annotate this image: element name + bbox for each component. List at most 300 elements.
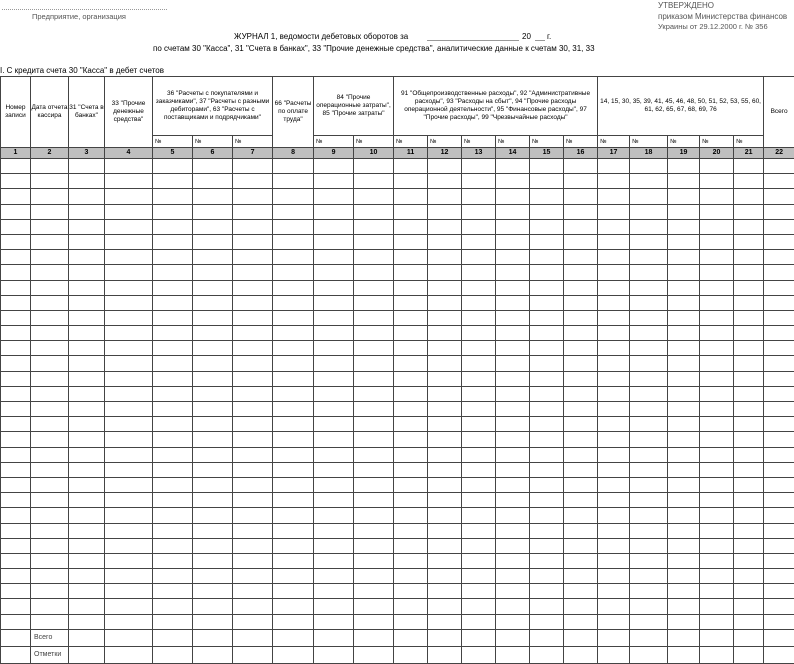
entry-cell[interactable] [233, 341, 273, 356]
entry-cell[interactable] [394, 553, 428, 568]
entry-cell[interactable] [734, 447, 764, 462]
entry-cell[interactable] [668, 402, 700, 417]
entry-cell[interactable] [314, 250, 354, 265]
entry-cell[interactable] [314, 477, 354, 492]
entry-cell[interactable] [496, 584, 530, 599]
entry-cell[interactable] [598, 265, 630, 280]
entry-cell[interactable] [69, 356, 105, 371]
entry-cell[interactable] [700, 432, 734, 447]
entry-cell[interactable] [598, 310, 630, 325]
entry-cell[interactable] [462, 204, 496, 219]
no-cell[interactable]: № [700, 136, 734, 148]
entry-cell[interactable] [668, 174, 700, 189]
entry-cell[interactable] [428, 159, 462, 174]
entry-cell[interactable] [564, 553, 598, 568]
entry-cell[interactable] [428, 371, 462, 386]
entry-cell[interactable] [1, 326, 31, 341]
entry-cell[interactable] [354, 371, 394, 386]
entry-cell[interactable] [530, 250, 564, 265]
entry-cell[interactable] [598, 219, 630, 234]
entry-cell[interactable] [394, 265, 428, 280]
entry-cell[interactable] [1, 356, 31, 371]
entry-cell[interactable] [233, 508, 273, 523]
entry-cell[interactable] [105, 310, 153, 325]
entry-cell[interactable] [233, 432, 273, 447]
entry-cell[interactable] [69, 386, 105, 401]
entry-cell[interactable] [354, 234, 394, 249]
entry-cell[interactable] [273, 402, 314, 417]
entry-cell[interactable] [394, 174, 428, 189]
entry-cell[interactable] [764, 280, 794, 295]
entry-cell[interactable] [668, 538, 700, 553]
entry-cell[interactable] [394, 402, 428, 417]
entry-cell[interactable] [354, 417, 394, 432]
entry-cell[interactable] [394, 310, 428, 325]
entry-cell[interactable] [630, 569, 668, 584]
entry-cell[interactable] [428, 477, 462, 492]
entry-cell[interactable] [764, 219, 794, 234]
entry-cell[interactable] [394, 356, 428, 371]
entry-cell[interactable] [764, 508, 794, 523]
entry-cell[interactable] [630, 432, 668, 447]
entry-cell[interactable] [700, 402, 734, 417]
entry-cell[interactable] [564, 386, 598, 401]
entry-cell[interactable] [314, 371, 354, 386]
entry-cell[interactable] [354, 386, 394, 401]
entry-cell[interactable] [700, 234, 734, 249]
entry-cell[interactable] [764, 250, 794, 265]
entry-cell[interactable] [354, 402, 394, 417]
entry-cell[interactable] [153, 614, 193, 629]
entry-cell[interactable] [105, 493, 153, 508]
entry-cell[interactable] [105, 614, 153, 629]
entry-cell[interactable] [273, 280, 314, 295]
entry-cell[interactable] [496, 250, 530, 265]
entry-cell[interactable] [564, 189, 598, 204]
entry-cell[interactable] [31, 584, 69, 599]
entry-cell[interactable] [462, 371, 496, 386]
entry-cell[interactable] [193, 569, 233, 584]
entry-cell[interactable] [314, 538, 354, 553]
entry-cell[interactable] [496, 402, 530, 417]
entry-cell[interactable] [630, 477, 668, 492]
entry-cell[interactable] [734, 234, 764, 249]
entry-cell[interactable] [69, 432, 105, 447]
entry-cell[interactable] [314, 189, 354, 204]
entry-cell[interactable] [31, 174, 69, 189]
entry-cell[interactable] [530, 280, 564, 295]
entry-cell[interactable] [233, 310, 273, 325]
entry-cell[interactable] [273, 174, 314, 189]
entry-cell[interactable] [69, 462, 105, 477]
entry-cell[interactable] [462, 265, 496, 280]
entry-cell[interactable] [233, 447, 273, 462]
no-cell[interactable]: № [734, 136, 764, 148]
entry-cell[interactable] [273, 189, 314, 204]
entry-cell[interactable] [630, 250, 668, 265]
entry-cell[interactable] [394, 326, 428, 341]
period-field[interactable] [427, 40, 519, 41]
entry-cell[interactable] [273, 569, 314, 584]
entry-cell[interactable] [668, 326, 700, 341]
entry-cell[interactable] [496, 432, 530, 447]
entry-cell[interactable] [668, 599, 700, 614]
entry-cell[interactable] [69, 326, 105, 341]
entry-cell[interactable] [394, 189, 428, 204]
entry-cell[interactable] [700, 462, 734, 477]
entry-cell[interactable] [31, 310, 69, 325]
entry-cell[interactable] [273, 326, 314, 341]
entry-cell[interactable] [273, 371, 314, 386]
entry-cell[interactable] [530, 417, 564, 432]
entry-cell[interactable] [598, 508, 630, 523]
entry-cell[interactable] [153, 462, 193, 477]
entry-cell[interactable] [496, 341, 530, 356]
entry-cell[interactable] [764, 371, 794, 386]
entry-cell[interactable] [69, 219, 105, 234]
entry-cell[interactable] [428, 447, 462, 462]
entry-cell[interactable] [630, 538, 668, 553]
entry-cell[interactable] [428, 553, 462, 568]
entry-cell[interactable] [734, 493, 764, 508]
entry-cell[interactable] [734, 538, 764, 553]
entry-cell[interactable] [598, 341, 630, 356]
entry-cell[interactable] [314, 174, 354, 189]
entry-cell[interactable] [233, 402, 273, 417]
entry-cell[interactable] [764, 614, 794, 629]
entry-cell[interactable] [564, 174, 598, 189]
entry-cell[interactable] [314, 402, 354, 417]
entry-cell[interactable] [734, 508, 764, 523]
entry-cell[interactable] [31, 295, 69, 310]
entry-cell[interactable] [428, 219, 462, 234]
entry-cell[interactable] [764, 402, 794, 417]
entry-cell[interactable] [69, 204, 105, 219]
entry-cell[interactable] [598, 553, 630, 568]
entry-cell[interactable] [496, 523, 530, 538]
entry-cell[interactable] [233, 493, 273, 508]
entry-cell[interactable] [734, 341, 764, 356]
entry-cell[interactable] [354, 447, 394, 462]
entry-cell[interactable] [428, 189, 462, 204]
entry-cell[interactable] [428, 523, 462, 538]
entry-cell[interactable] [700, 614, 734, 629]
entry-cell[interactable] [428, 538, 462, 553]
entry-cell[interactable] [428, 234, 462, 249]
entry-cell[interactable] [668, 341, 700, 356]
entry-cell[interactable] [233, 599, 273, 614]
entry-cell[interactable] [273, 432, 314, 447]
entry-cell[interactable] [462, 417, 496, 432]
entry-cell[interactable] [69, 523, 105, 538]
entry-cell[interactable] [153, 189, 193, 204]
entry-cell[interactable] [69, 553, 105, 568]
entry-cell[interactable] [314, 295, 354, 310]
entry-cell[interactable] [273, 584, 314, 599]
entry-cell[interactable] [630, 356, 668, 371]
entry-cell[interactable] [462, 386, 496, 401]
entry-cell[interactable] [69, 295, 105, 310]
entry-cell[interactable] [564, 310, 598, 325]
entry-cell[interactable] [273, 477, 314, 492]
entry-cell[interactable] [105, 280, 153, 295]
entry-cell[interactable] [764, 432, 794, 447]
entry-cell[interactable] [734, 204, 764, 219]
entry-cell[interactable] [394, 234, 428, 249]
no-cell[interactable]: № [394, 136, 428, 148]
entry-cell[interactable] [530, 386, 564, 401]
entry-cell[interactable] [193, 477, 233, 492]
entry-cell[interactable] [530, 569, 564, 584]
entry-cell[interactable] [428, 174, 462, 189]
entry-cell[interactable] [668, 477, 700, 492]
entry-cell[interactable] [700, 523, 734, 538]
entry-cell[interactable] [69, 174, 105, 189]
entry-cell[interactable] [564, 250, 598, 265]
entry-cell[interactable] [668, 386, 700, 401]
entry-cell[interactable] [31, 386, 69, 401]
entry-cell[interactable] [496, 310, 530, 325]
entry-cell[interactable] [394, 477, 428, 492]
entry-cell[interactable] [273, 386, 314, 401]
entry-cell[interactable] [314, 234, 354, 249]
entry-cell[interactable] [69, 234, 105, 249]
entry-cell[interactable] [428, 326, 462, 341]
entry-cell[interactable] [530, 614, 564, 629]
entry-cell[interactable] [105, 234, 153, 249]
entry-cell[interactable] [630, 462, 668, 477]
entry-cell[interactable] [394, 371, 428, 386]
entry-cell[interactable] [700, 553, 734, 568]
entry-cell[interactable] [496, 417, 530, 432]
entry-cell[interactable] [564, 371, 598, 386]
entry-cell[interactable] [496, 538, 530, 553]
entry-cell[interactable] [105, 295, 153, 310]
entry-cell[interactable] [233, 417, 273, 432]
entry-cell[interactable] [394, 599, 428, 614]
entry-cell[interactable] [153, 219, 193, 234]
entry-cell[interactable] [530, 189, 564, 204]
entry-cell[interactable] [153, 310, 193, 325]
entry-cell[interactable] [31, 159, 69, 174]
entry-cell[interactable] [700, 538, 734, 553]
entry-cell[interactable] [462, 159, 496, 174]
entry-cell[interactable] [734, 310, 764, 325]
entry-cell[interactable] [630, 265, 668, 280]
entry-cell[interactable] [428, 204, 462, 219]
entry-cell[interactable] [428, 569, 462, 584]
entry-cell[interactable] [668, 553, 700, 568]
entry-cell[interactable] [668, 584, 700, 599]
entry-cell[interactable] [31, 614, 69, 629]
entry-cell[interactable] [630, 341, 668, 356]
entry-cell[interactable] [273, 614, 314, 629]
entry-cell[interactable] [273, 341, 314, 356]
entry-cell[interactable] [598, 356, 630, 371]
entry-cell[interactable] [394, 386, 428, 401]
entry-cell[interactable] [428, 386, 462, 401]
entry-cell[interactable] [700, 584, 734, 599]
entry-cell[interactable] [233, 538, 273, 553]
entry-cell[interactable] [105, 356, 153, 371]
entry-cell[interactable] [1, 614, 31, 629]
entry-cell[interactable] [233, 265, 273, 280]
entry-cell[interactable] [630, 584, 668, 599]
entry-cell[interactable] [630, 447, 668, 462]
entry-cell[interactable] [564, 234, 598, 249]
entry-cell[interactable] [734, 569, 764, 584]
entry-cell[interactable] [69, 402, 105, 417]
entry-cell[interactable] [69, 310, 105, 325]
entry-cell[interactable] [668, 189, 700, 204]
entry-cell[interactable] [273, 159, 314, 174]
entry-cell[interactable] [31, 189, 69, 204]
entry-cell[interactable] [314, 462, 354, 477]
entry-cell[interactable] [314, 523, 354, 538]
entry-cell[interactable] [734, 432, 764, 447]
entry-cell[interactable] [233, 159, 273, 174]
entry-cell[interactable] [394, 493, 428, 508]
entry-cell[interactable] [273, 462, 314, 477]
entry-cell[interactable] [105, 341, 153, 356]
entry-cell[interactable] [564, 417, 598, 432]
entry-cell[interactable] [668, 432, 700, 447]
entry-cell[interactable] [668, 508, 700, 523]
entry-cell[interactable] [105, 159, 153, 174]
entry-cell[interactable] [630, 386, 668, 401]
entry-cell[interactable] [314, 280, 354, 295]
entry-cell[interactable] [193, 584, 233, 599]
entry-cell[interactable] [598, 295, 630, 310]
entry-cell[interactable] [354, 477, 394, 492]
entry-cell[interactable] [630, 280, 668, 295]
entry-cell[interactable] [734, 417, 764, 432]
entry-cell[interactable] [462, 493, 496, 508]
entry-cell[interactable] [428, 356, 462, 371]
entry-cell[interactable] [564, 432, 598, 447]
entry-cell[interactable] [394, 569, 428, 584]
entry-cell[interactable] [105, 417, 153, 432]
entry-cell[interactable] [354, 204, 394, 219]
entry-cell[interactable] [193, 523, 233, 538]
entry-cell[interactable] [598, 371, 630, 386]
entry-cell[interactable] [734, 584, 764, 599]
entry-cell[interactable] [734, 326, 764, 341]
entry-cell[interactable] [630, 614, 668, 629]
entry-cell[interactable] [630, 295, 668, 310]
entry-cell[interactable] [105, 371, 153, 386]
entry-cell[interactable] [764, 356, 794, 371]
entry-cell[interactable] [764, 341, 794, 356]
entry-cell[interactable] [700, 250, 734, 265]
entry-cell[interactable] [193, 234, 233, 249]
entry-cell[interactable] [105, 219, 153, 234]
entry-cell[interactable] [668, 295, 700, 310]
entry-cell[interactable] [700, 508, 734, 523]
entry-cell[interactable] [105, 447, 153, 462]
entry-cell[interactable] [1, 295, 31, 310]
entry-cell[interactable] [105, 599, 153, 614]
entry-cell[interactable] [428, 417, 462, 432]
entry-cell[interactable] [530, 538, 564, 553]
entry-cell[interactable] [153, 386, 193, 401]
entry-cell[interactable] [31, 204, 69, 219]
entry-cell[interactable] [105, 538, 153, 553]
year-field[interactable] [535, 40, 545, 41]
entry-cell[interactable] [496, 159, 530, 174]
no-cell[interactable]: № [462, 136, 496, 148]
entry-cell[interactable] [428, 508, 462, 523]
entry-cell[interactable] [31, 508, 69, 523]
entry-cell[interactable] [530, 341, 564, 356]
entry-cell[interactable] [314, 493, 354, 508]
entry-cell[interactable] [153, 493, 193, 508]
entry-cell[interactable] [31, 371, 69, 386]
entry-cell[interactable] [668, 310, 700, 325]
entry-cell[interactable] [764, 493, 794, 508]
entry-cell[interactable] [630, 159, 668, 174]
entry-cell[interactable] [273, 204, 314, 219]
entry-cell[interactable] [69, 599, 105, 614]
entry-cell[interactable] [764, 569, 794, 584]
entry-cell[interactable] [314, 553, 354, 568]
entry-cell[interactable] [233, 356, 273, 371]
entry-cell[interactable] [462, 174, 496, 189]
entry-cell[interactable] [233, 386, 273, 401]
entry-cell[interactable] [598, 523, 630, 538]
entry-cell[interactable] [193, 295, 233, 310]
entry-cell[interactable] [700, 341, 734, 356]
entry-cell[interactable] [153, 174, 193, 189]
entry-cell[interactable] [564, 295, 598, 310]
entry-cell[interactable] [233, 584, 273, 599]
entry-cell[interactable] [496, 371, 530, 386]
entry-cell[interactable] [598, 614, 630, 629]
entry-cell[interactable] [105, 569, 153, 584]
entry-cell[interactable] [31, 356, 69, 371]
entry-cell[interactable] [31, 523, 69, 538]
entry-cell[interactable] [734, 280, 764, 295]
entry-cell[interactable] [700, 417, 734, 432]
entry-cell[interactable] [668, 614, 700, 629]
entry-cell[interactable] [598, 402, 630, 417]
entry-cell[interactable] [734, 159, 764, 174]
entry-cell[interactable] [496, 599, 530, 614]
entry-cell[interactable] [273, 447, 314, 462]
entry-cell[interactable] [273, 310, 314, 325]
entry-cell[interactable] [394, 204, 428, 219]
entry-cell[interactable] [764, 174, 794, 189]
entry-cell[interactable] [153, 477, 193, 492]
entry-cell[interactable] [233, 553, 273, 568]
entry-cell[interactable] [105, 326, 153, 341]
entry-cell[interactable] [69, 265, 105, 280]
entry-cell[interactable] [1, 159, 31, 174]
entry-cell[interactable] [153, 553, 193, 568]
entry-cell[interactable] [598, 386, 630, 401]
entry-cell[interactable] [462, 280, 496, 295]
entry-cell[interactable] [394, 219, 428, 234]
entry-cell[interactable] [598, 599, 630, 614]
entry-cell[interactable] [354, 295, 394, 310]
entry-cell[interactable] [700, 569, 734, 584]
entry-cell[interactable] [764, 462, 794, 477]
entry-cell[interactable] [354, 538, 394, 553]
entry-cell[interactable] [598, 447, 630, 462]
entry-cell[interactable] [496, 508, 530, 523]
entry-cell[interactable] [734, 462, 764, 477]
entry-cell[interactable] [69, 508, 105, 523]
